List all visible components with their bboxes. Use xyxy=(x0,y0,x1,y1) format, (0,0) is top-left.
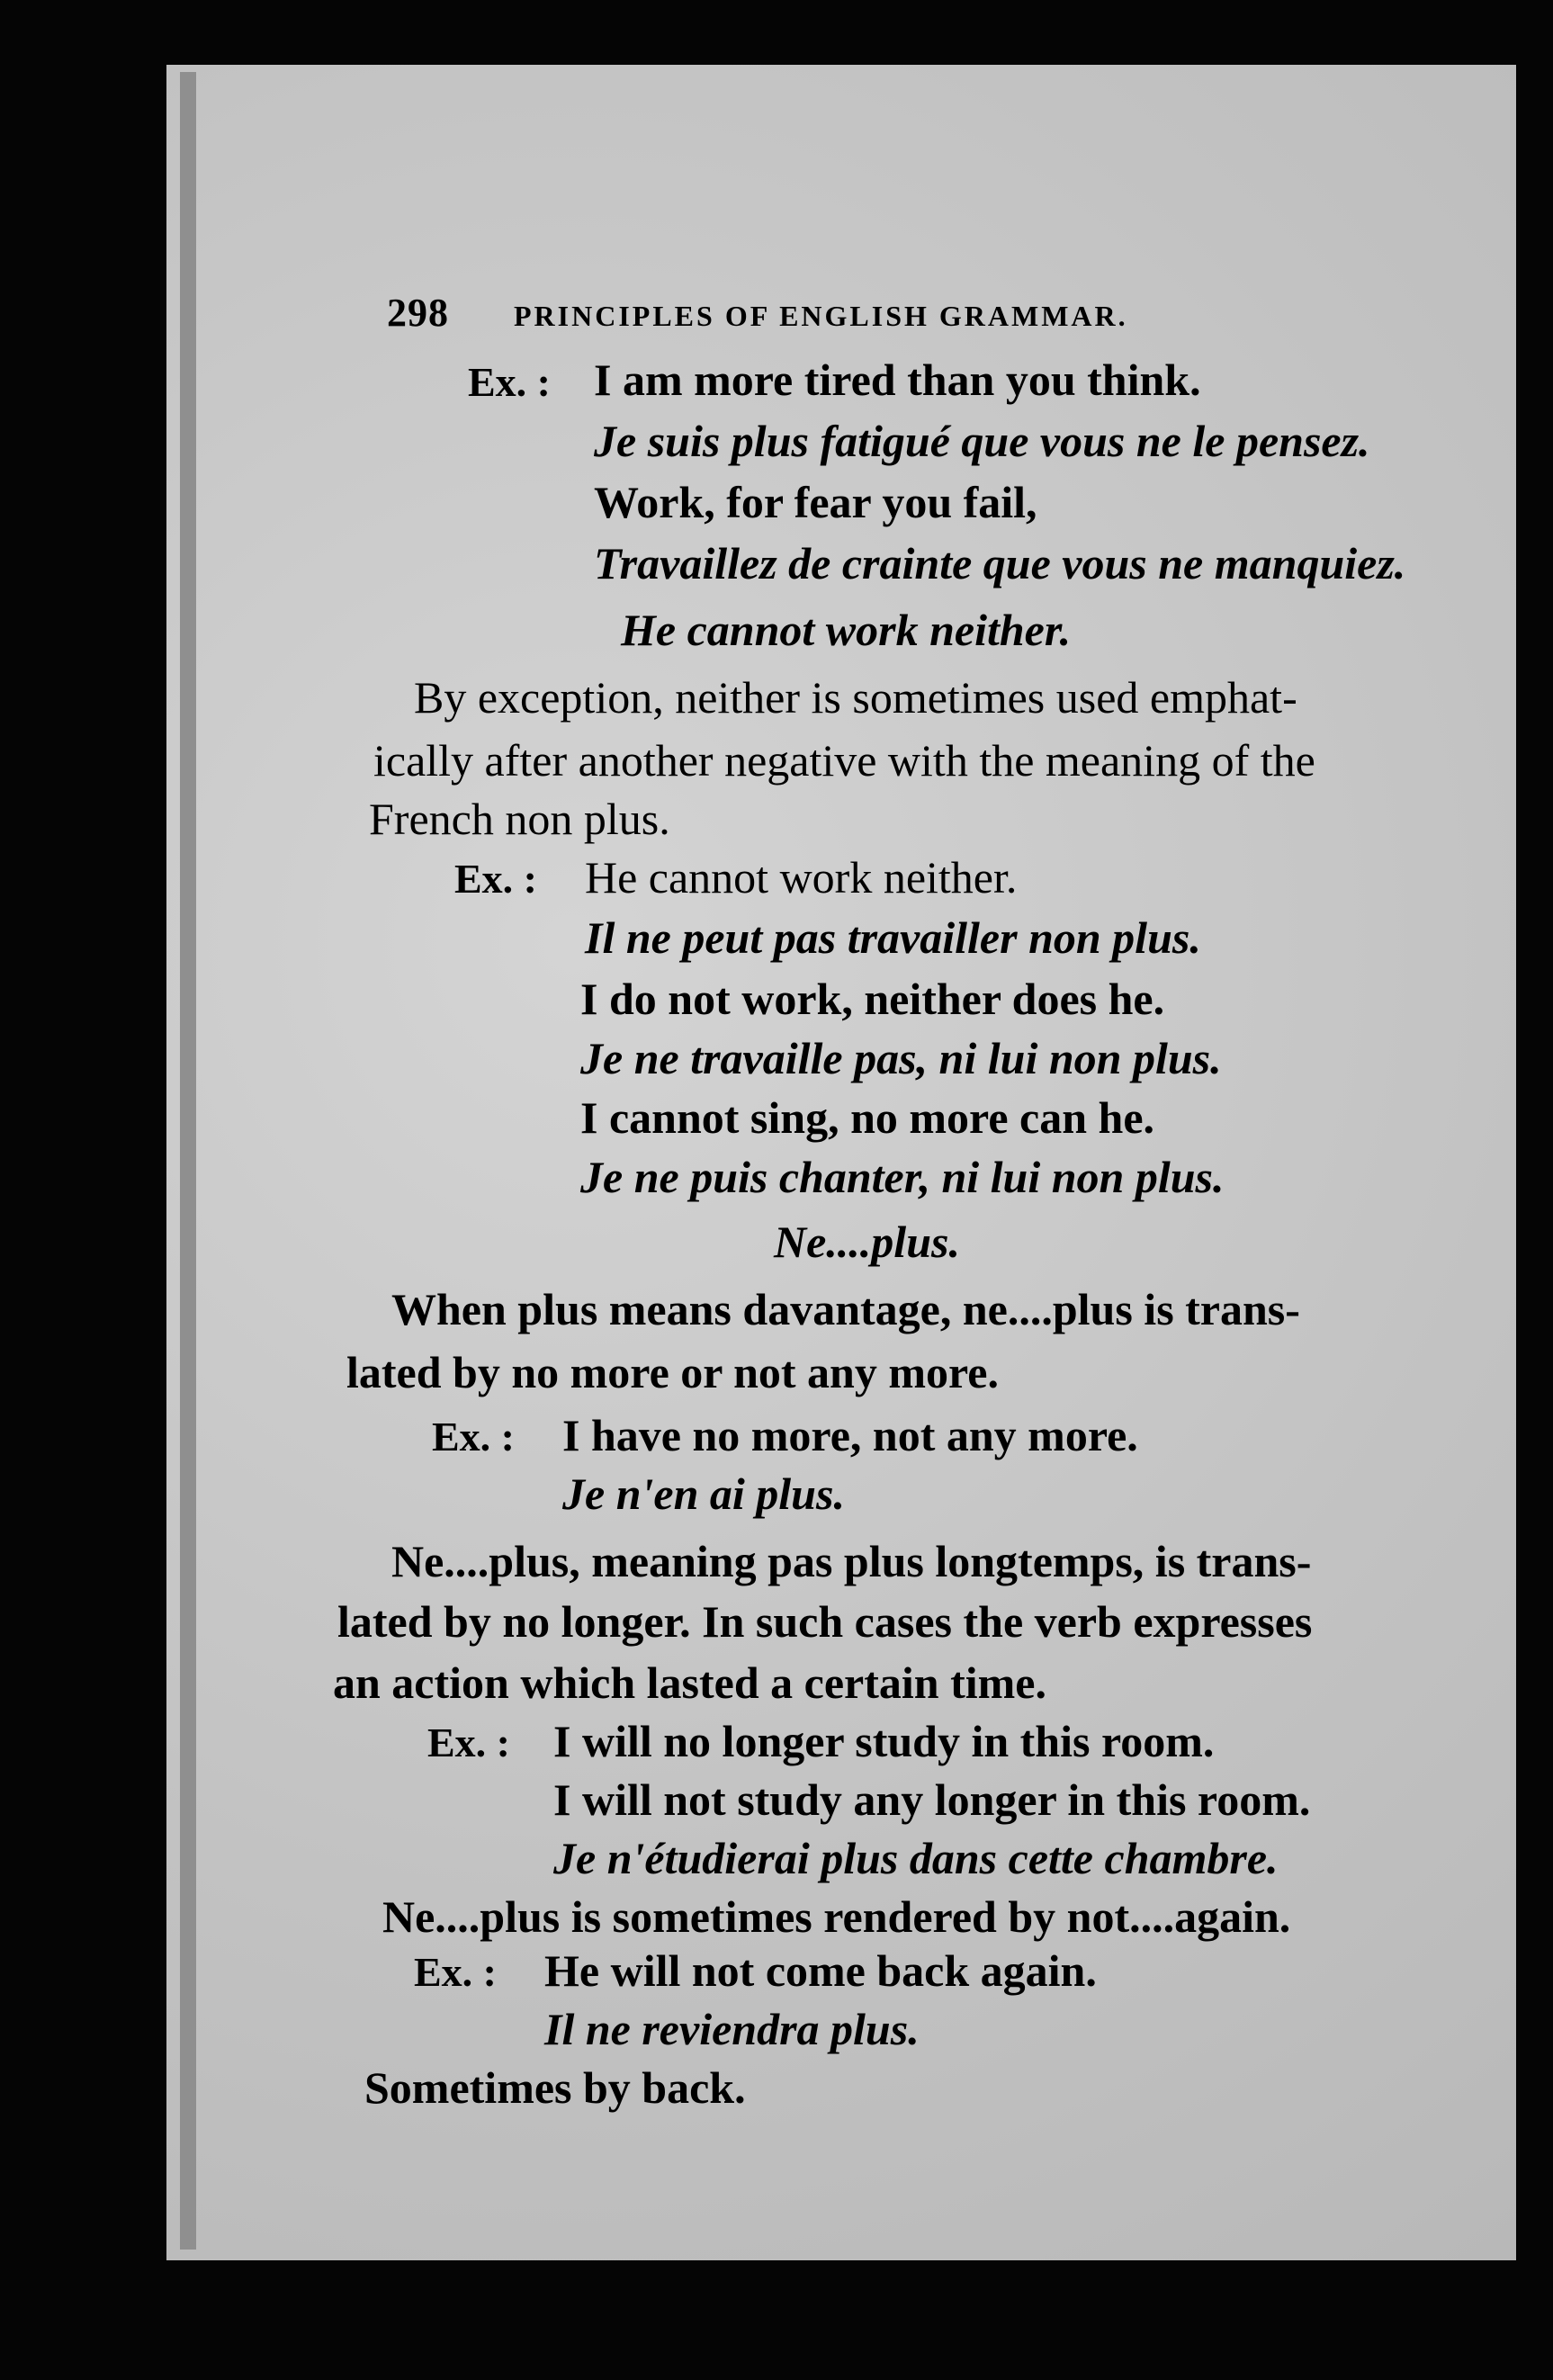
page-header xyxy=(387,290,1128,336)
paragraph-line: French non plus. xyxy=(369,794,670,844)
paragraph-line: By exception, neither is sometimes used emphat- xyxy=(414,672,1297,723)
example-line: Je n'en ai plus. xyxy=(562,1468,845,1519)
ex-label-4: Ex. : xyxy=(427,1720,510,1765)
ex-label-1: Ex. : xyxy=(468,359,551,405)
example-line: I have no more, not any more. xyxy=(562,1410,1138,1460)
example-line: I am more tired than you think. xyxy=(594,355,1201,405)
example-line: He cannot work neither. xyxy=(585,852,1018,903)
section-heading: Ne....plus. xyxy=(774,1217,960,1267)
paragraph-line: Ne....plus is sometimes rendered by not....again. xyxy=(382,1891,1291,1942)
example-line: I will not study any longer in this room. xyxy=(553,1774,1311,1825)
example-line: Il ne peut pas travailler non plus. xyxy=(585,912,1201,963)
example-line: Il ne reviendra plus. xyxy=(544,2004,920,2054)
example-line: Je ne puis chanter, ni lui non plus. xyxy=(580,1152,1225,1202)
example-line: I cannot sing, no more can he. xyxy=(580,1092,1155,1143)
paragraph-line: When plus means davantage, ne....plus is trans- xyxy=(391,1284,1300,1334)
paragraph-line: lated by no more or not any more. xyxy=(346,1347,999,1397)
paragraph-line: Sometimes by back. xyxy=(364,2062,746,2113)
example-line: He will not come back again. xyxy=(544,1945,1097,1996)
page-number: 298 xyxy=(387,291,449,335)
example-line: I will no longer study in this room. xyxy=(553,1716,1215,1766)
example-line: Travaillez de crainte que vous ne manquiez. xyxy=(594,538,1406,588)
ex-label-5: Ex. : xyxy=(414,1949,497,1995)
paragraph-line: Ne....plus, meaning pas plus longtemps, is trans- xyxy=(391,1536,1312,1586)
section-heading: He cannot work neither. xyxy=(621,605,1072,655)
example-line: Work, for fear you fail, xyxy=(594,477,1037,527)
paragraph-line: an action which lasted a certain time. xyxy=(333,1657,1046,1708)
page-edge xyxy=(180,72,196,2250)
running-title: PRINCIPLES OF ENGLISH GRAMMAR. xyxy=(514,300,1128,332)
example-line: I do not work, neither does he. xyxy=(580,974,1165,1024)
paragraph-line: lated by no longer. In such cases the verb expresses xyxy=(337,1596,1313,1647)
paragraph-line: ically after another negative with the meaning of the xyxy=(373,735,1315,786)
example-line: Je ne travaille pas, ni lui non plus. xyxy=(580,1033,1222,1083)
ex-label-3: Ex. : xyxy=(432,1414,515,1459)
example-line: Je n'étudierai plus dans cette chambre. xyxy=(553,1833,1279,1883)
ex-label-2: Ex. : xyxy=(454,856,537,902)
example-line: Je suis plus fatigué que vous ne le pensez. xyxy=(594,416,1370,466)
